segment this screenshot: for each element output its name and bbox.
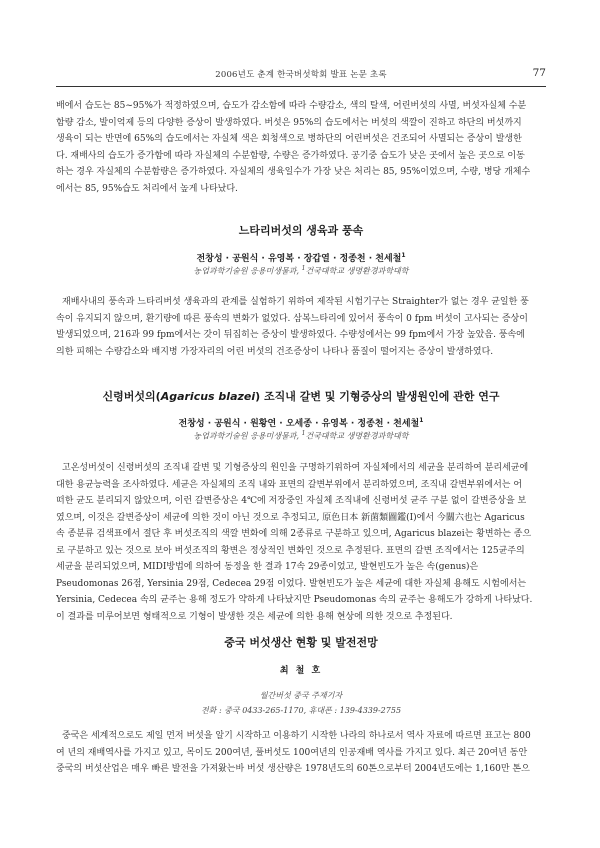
- running-title: 2006년도 춘계 한국버섯학회 발표 논문 초록: [215, 70, 387, 80]
- affiliation-main: 농업과학기술원 응용미생물과,: [193, 266, 300, 276]
- abstract-body: [56, 294, 546, 360]
- text-line: 속이 유지되지 않으며, 환기량에 따른 풍속의 변화가 없었다. 삼복느타리에 있어서 풍속이 0 fpm 버섯이 고사되는 증상이: [56, 313, 528, 324]
- affiliation-superscript: 1: [301, 430, 306, 437]
- text-line: 중국의 버섯산업은 매우 빠른 발전을 가져왔는바 버섯 생산량은 1978년도의 60톤으로부터 2004년도에는 1,160만 톤으: [56, 764, 530, 774]
- authors-text: 전창성 · 공원식 · 원황연 · 오세종 · 유영복 · 정종천 · 천세철: [178, 419, 420, 429]
- text-line: 에서는 85, 95%습도 처리에서 높게 나타났다.: [56, 183, 238, 194]
- abstract-title: 느타리버섯의 생육과 풍속: [238, 224, 364, 237]
- text-line: 고온성버섯이 신령버섯의 조직내 갈변 및 기형증상의 원인을 구명하기위하여 자실체에서의 세균을 분리하여 분리세균에: [62, 463, 529, 473]
- contact-info: 전화 : 중국 0433-265-1170, 휴대폰 : 139-4339-2755: [200, 706, 402, 715]
- header-rule: [56, 86, 546, 87]
- text-line: 발생되었으며, 216과 99 fpm에서는 갓이 뒤집히는 증상이 발생하였다. 수량성에서는 99 fpm에서 가장 높았음. 풍속에: [56, 330, 525, 340]
- text-line: 였으며, 이것은 갈변증상이 세균에 의한 것이 아닌 것으로 추정되고, 原色日本 新菌類圖鑑(Ⅰ)에서 今關六也는 Agaricus: [56, 512, 525, 523]
- author-list: [56, 251, 546, 264]
- page-number: 77: [532, 67, 546, 79]
- affiliation-main: 농업과학기술원 응용미생물과,: [193, 431, 300, 441]
- text-line: 여 년의 재배역사를 가지고 있고, 목이도 200여년, 풀버섯도 100여년의 인공재배 역사를 가지고 있다. 최근 20여년 동안: [56, 747, 528, 758]
- text-line: 속 종분류 검색표에서 절단 후 버섯조직의 색깔 변화에 의해 2종류로 구분하고 있으며, Agaricus blazei는 황변하는 종으: [56, 529, 532, 539]
- text-line: Yersinia, Cedecea 속의 균주는 용해 정도가 약하게 나타났지만 Pseudomonas 속의 균주는 용해도가 강하게 나타났다.: [56, 595, 533, 605]
- text-line: 대한 용균능력을 조사하였다. 세균은 자실체의 조직 내와 표면의 갈변부위에서 분리하였으며, 조직내 갈변부위에서는 어: [56, 479, 523, 490]
- affiliation: [56, 430, 546, 442]
- text-line: 재배사내의 풍속과 느타리버섯 생육과의 관계를 실험하기 위하여 제작된 시험기구는 Straighter가 없는 경우 균일한 풍: [62, 297, 529, 307]
- affiliation: 월간버섯 중국 주재기자: [259, 691, 343, 700]
- text-line: 로 구분하고 있는 것으로 보아 버섯조직의 황변은 정상적인 변화인 것으로 추정된다. 표면의 갈변 조직에서는 125균주의: [56, 545, 525, 556]
- affiliation-superscript: 1: [301, 265, 306, 272]
- abstract-title: 중국 버섯생산 현황 및 발전전망: [224, 636, 378, 649]
- author-list: [56, 416, 546, 429]
- text-line: 다. 재배사의 습도가 증가함에 따라 자실체의 수분함량, 수량은 증가하였다. 공기중 습도가 낮은 곳에서 높은 곳으로 이동: [56, 150, 525, 161]
- text-line: 중국은 세계적으로도 제일 먼저 버섯을 알기 시작하고 이용하기 시작한 나라의 하나로서 역사 자료에 따르면 표고는 800: [62, 731, 531, 741]
- abstract-body: [56, 728, 546, 778]
- intro-paragraph: [56, 98, 546, 197]
- affiliation-sub: 건국대학교 생명환경과학대학: [305, 431, 409, 441]
- text-line: 하는 경우 자실체의 수분함량은 증가하였다. 자실체의 생육일수가 가장 낮은 처리는 85, 95%이었으며, 수량, 병당 개체수: [56, 167, 531, 177]
- text-line: 세균을 분리되었으며, MIDI방법에 의하여 동정을 한 결과 17속 29종이었고, 발현빈도가 높은 속(genus)은: [56, 562, 479, 572]
- text-line: 함량 감소, 발이억제 등의 다양한 증상이 발생하였다. 버섯은 95%의 습도에서는 버섯의 색깔이 진하고 하단의 버섯까지: [56, 117, 522, 128]
- text-line: 이 결과를 미루어보면 형태적으로 기형이 발생한 것은 세균에 의한 용해 현상에 의한 것으로 추정된다.: [56, 611, 453, 622]
- text-line: 배에서 습도는 85~95%가 적정하였으며, 습도가 감소함에 따라 수량감소, 색의 탈색, 어린버섯의 사멸, 버섯자실체 수분: [56, 101, 527, 111]
- abstract-body: [56, 460, 546, 625]
- text-line: Pseudomonas 26점, Yersinia 29점, Cedecea 29점 이었다. 발현빈도가 높은 세균에 대한 자실체 용해도 시험에서는: [56, 578, 527, 589]
- authors-text: 전창성 · 공원식 · 유영복 · 장갑열 · 정종천 · 천세철: [196, 254, 402, 264]
- text-line: 의한 피해는 수량감소와 배지병 가장자리의 어린 버섯의 건조증상이 나타나 품질이 떨어지는 증상이 발생하였다.: [56, 346, 494, 357]
- text-line: 생육이 되는 반면에 65%의 습도에서는 자실체 색은 회청색으로 병하단의 어린버섯은 건조되어 사멸되는 증상이 발생한: [56, 134, 522, 144]
- title-part: 신령버섯의(: [102, 390, 161, 403]
- author-name: 최 철 호: [279, 666, 323, 676]
- running-header: [56, 68, 546, 84]
- affiliation-sub: 건국대학교 생명환경과학대학: [305, 266, 409, 276]
- author-superscript: 1: [401, 252, 406, 259]
- species-name: Agaricus blazei: [160, 390, 256, 403]
- author-superscript: 1: [419, 417, 424, 424]
- affiliation: [56, 265, 546, 277]
- title-part: ) 조직내 갈변 및 기형증상의 발생원인에 관한 연구: [255, 390, 500, 403]
- text-line: 떠한 균도 분리되지 않았으며, 이런 갈변증상은 4℃에 저장중인 자실체 조직내에 신령버섯 균주 구분 없이 갈변증상을 보: [56, 496, 527, 506]
- abstract-title: [56, 388, 546, 404]
